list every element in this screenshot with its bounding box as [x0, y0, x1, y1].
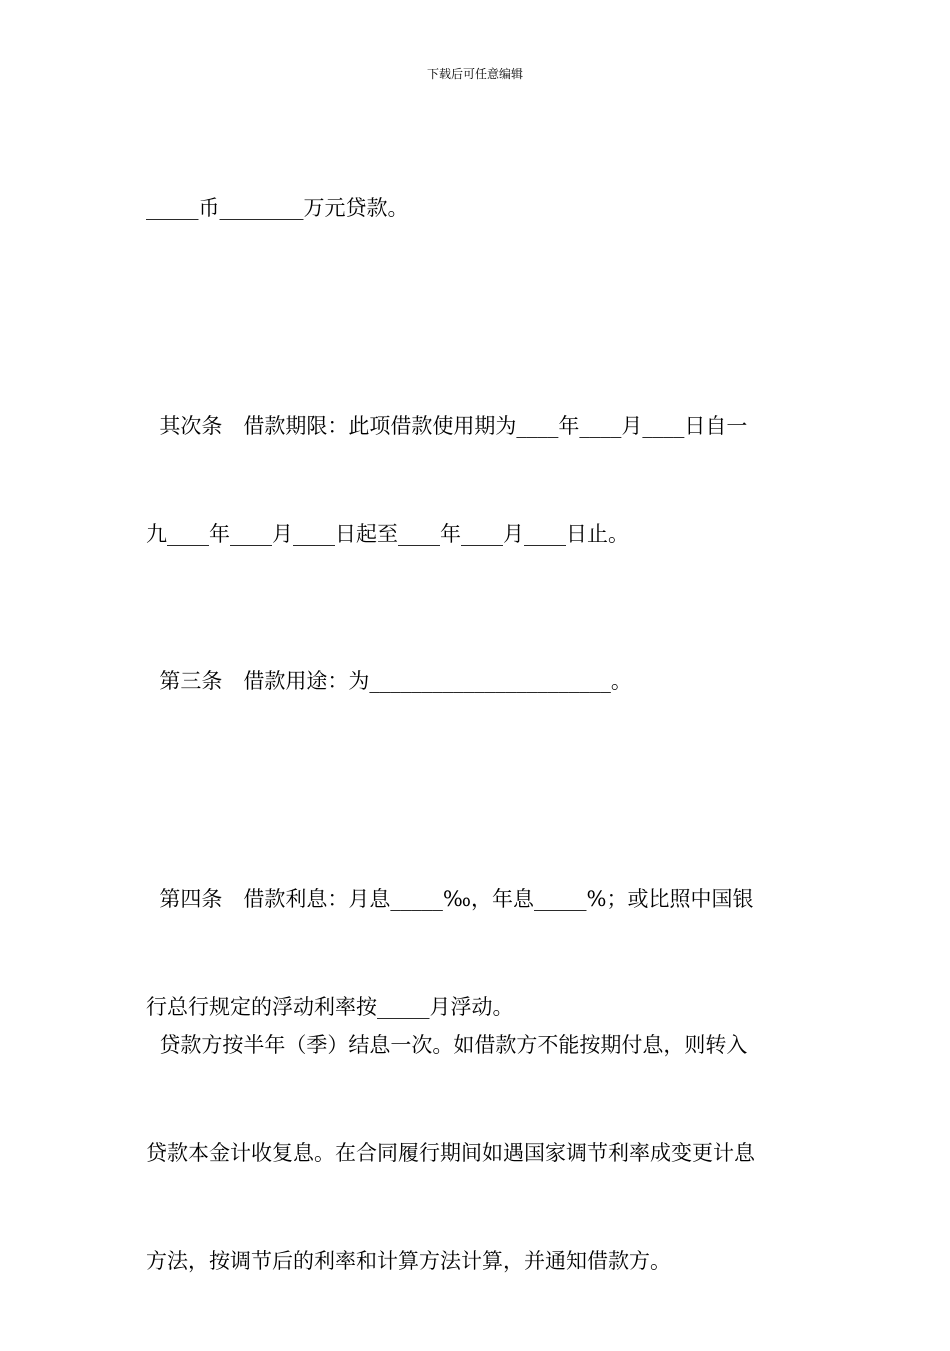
paragraph-line: 第四条 借款利息：月息_____‰，年息_____%；或比照中国银: [146, 887, 754, 911]
paragraph-interest-settlement: [146, 955, 808, 1351]
paragraph-line: _____币________万元贷款。: [146, 196, 409, 220]
paragraph-line: 行总行规定的浮动利率按_____月浮动。: [146, 995, 514, 1019]
paragraph-line: 九____年____月____日起至____年____月____日止。: [146, 522, 629, 546]
header-note: 下载后可任意编辑: [426, 67, 523, 81]
paragraph-line: 方法，按调节后的利率和计算方法计算，并通知借款方。: [146, 1249, 671, 1273]
paragraph-loan-purpose: [146, 591, 808, 771]
paragraph-line: 贷款本金计收复息。在合同履行期间如遇国家调节利率成变更计息: [146, 1141, 755, 1165]
paragraph-loan-term: [146, 336, 808, 624]
paragraph-line: 其次条 借款期限：此项借款使用期为____年____月____日自一: [146, 414, 748, 438]
paragraph-line: 贷款方按半年（季）结息一次。如借款方不能按期付息，则转入: [146, 1033, 748, 1057]
paragraph-line: 第三条 借款用途：为_______________________。: [146, 669, 632, 693]
paragraph-loan-amount: [146, 118, 808, 298]
